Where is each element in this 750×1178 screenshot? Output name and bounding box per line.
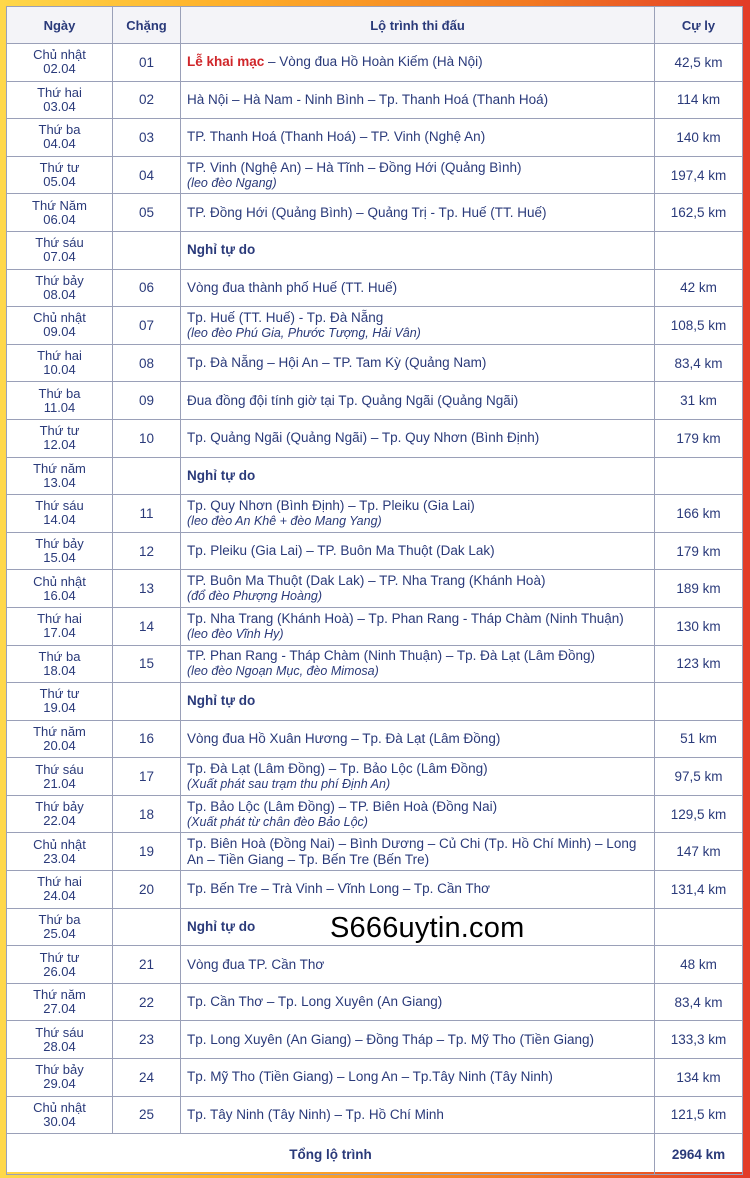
- weekday: Thứ ba: [38, 648, 81, 664]
- route-text: Tp. Tây Ninh (Tây Ninh) – Tp. Hồ Chí Minh: [187, 1106, 444, 1122]
- stage-row: [7, 983, 743, 1021]
- route-text: Tp. Quảng Ngãi (Quảng Ngãi) – Tp. Quy Nhơn (Bình Định): [187, 430, 540, 446]
- route-cell: [181, 532, 655, 570]
- rest-day-label: [181, 683, 655, 721]
- weekday: Thứ hai: [37, 874, 82, 890]
- date-cell: [7, 683, 113, 721]
- date-cell: [7, 1021, 113, 1059]
- header-distance: Cự ly: [655, 7, 743, 44]
- date-cell: [7, 1096, 113, 1134]
- stage-number: 15: [113, 645, 181, 683]
- distance-cell: 31 km: [655, 382, 743, 420]
- route-text: Tp. Huế (TT. Huế) - Tp. Đà Nẵng: [187, 309, 384, 325]
- date: 27.04: [43, 1001, 76, 1017]
- distance-cell: 97,5 km: [655, 758, 743, 796]
- date-cell: [7, 645, 113, 683]
- stage-row: [7, 1021, 743, 1059]
- distance-cell: 42 km: [655, 269, 743, 307]
- header-row: [7, 7, 743, 44]
- weekday: Chủ nhật: [33, 573, 86, 589]
- route-cell: [181, 1096, 655, 1134]
- date: 15.04: [43, 550, 76, 566]
- stage-number: 17: [113, 758, 181, 796]
- date-cell: [7, 607, 113, 645]
- route-cell: [181, 119, 655, 157]
- route-text: Nghỉ tự do: [187, 242, 256, 258]
- distance-cell: 197,4 km: [655, 156, 743, 194]
- route-note: (Xuất phát từ chân đèo Bảo Lộc): [187, 814, 368, 829]
- stage-number: 20: [113, 871, 181, 909]
- distance-cell: 134 km: [655, 1059, 743, 1097]
- stage-row: [7, 758, 743, 796]
- date: 23.04: [43, 850, 76, 866]
- stage-number: 04: [113, 156, 181, 194]
- route-cell: [181, 645, 655, 683]
- stage-row: [7, 570, 743, 608]
- date: 17.04: [43, 625, 76, 641]
- date: 19.04: [43, 700, 76, 716]
- distance-cell: 179 km: [655, 419, 743, 457]
- route-text: TP. Đồng Hới (Quảng Bình) – Quảng Trị - Tp. Huế (TT. Huế): [187, 204, 547, 220]
- route-text: TP. Vinh (Nghệ An) – Hà Tĩnh – Đồng Hới (Quảng Bình): [187, 159, 522, 175]
- stage-number: 19: [113, 833, 181, 871]
- rest-day-label: [181, 457, 655, 495]
- distance-cell: 83,4 km: [655, 983, 743, 1021]
- route-cell: [181, 1059, 655, 1097]
- route-cell: [181, 269, 655, 307]
- weekday: Thứ hai: [37, 348, 82, 364]
- route-text: Tp. Đà Lạt (Lâm Đồng) – Tp. Bảo Lộc (Lâm Đồng): [187, 761, 488, 777]
- route-text: Nghỉ tự do: [187, 693, 256, 709]
- route-text: Đua đồng đội tính giờ tại Tp. Quảng Ngãi (Quảng Ngãi): [187, 392, 519, 408]
- stage-row: [7, 720, 743, 758]
- date-cell: [7, 419, 113, 457]
- date: 16.04: [43, 587, 76, 603]
- distance-cell: 42,5 km: [655, 44, 743, 82]
- date-cell: [7, 1059, 113, 1097]
- route-text: Nghỉ tự do: [187, 918, 256, 934]
- stage-number: 07: [113, 307, 181, 345]
- date: 03.04: [43, 98, 76, 114]
- date: 10.04: [43, 362, 76, 378]
- route-text: Vòng đua TP. Cần Thơ: [187, 956, 325, 972]
- route-text: Tp. Biên Hoà (Đồng Nai) – Bình Dương – Củ Chi (Tp. Hồ Chí Minh) – Long An – Tiền Giang – Tp. Bến Tre (Bến Tre): [187, 835, 637, 867]
- distance-cell: 83,4 km: [655, 344, 743, 382]
- route-cell: [181, 156, 655, 194]
- date-cell: [7, 833, 113, 871]
- route-text: Tp. Mỹ Tho (Tiền Giang) – Long An – Tp.Tây Ninh (Tây Ninh): [187, 1069, 553, 1085]
- weekday: Thứ sáu: [35, 235, 84, 251]
- date: 13.04: [43, 474, 76, 490]
- route-text: Vòng đua thành phố Huế (TT. Huế): [187, 279, 398, 295]
- weekday: Thứ sáu: [35, 498, 84, 514]
- route-note: (leo đèo An Khê + đèo Mang Yang): [187, 513, 382, 528]
- race-schedule-table: [6, 6, 743, 1175]
- date-cell: [7, 795, 113, 833]
- date: 02.04: [43, 61, 76, 77]
- stage-row: [7, 871, 743, 909]
- stage-number: [113, 231, 181, 269]
- stage-row: [7, 344, 743, 382]
- stage-row: [7, 1096, 743, 1134]
- weekday: Chủ nhật: [33, 1099, 86, 1115]
- distance-cell: 130 km: [655, 607, 743, 645]
- distance-cell: 121,5 km: [655, 1096, 743, 1134]
- date-cell: [7, 156, 113, 194]
- stage-row: [7, 269, 743, 307]
- route-text: Tp. Quy Nhơn (Bình Định) – Tp. Pleiku (Gia Lai): [187, 497, 475, 513]
- date-cell: [7, 307, 113, 345]
- date: 07.04: [43, 249, 76, 265]
- stage-number: 06: [113, 269, 181, 307]
- distance-cell: 133,3 km: [655, 1021, 743, 1059]
- stage-number: [113, 683, 181, 721]
- route-text: TP. Thanh Hoá (Thanh Hoá) – TP. Vinh (Nghệ An): [187, 129, 486, 145]
- route-text: Tp. Nha Trang (Khánh Hoà) – Tp. Phan Rang - Tháp Chàm (Ninh Thuận): [187, 610, 624, 626]
- route-cell: [181, 833, 655, 871]
- stage-number: 08: [113, 344, 181, 382]
- route-cell: [181, 871, 655, 909]
- date-cell: [7, 269, 113, 307]
- date-cell: [7, 570, 113, 608]
- route-text: TP. Phan Rang - Tháp Chàm (Ninh Thuận) – Tp. Đà Lạt (Lâm Đồng): [187, 648, 595, 664]
- distance-cell: 189 km: [655, 570, 743, 608]
- stage-row: [7, 119, 743, 157]
- weekday: Thứ năm: [33, 460, 86, 476]
- date: 28.04: [43, 1038, 76, 1054]
- route-note: (leo đèo Vĩnh Hy): [187, 626, 284, 641]
- distance-cell: [655, 457, 743, 495]
- weekday: Thứ năm: [33, 723, 86, 739]
- route-note: (leo đèo Ngang): [187, 175, 277, 190]
- route-text: – Vòng đua Hồ Hoàn Kiếm (Hà Nội): [264, 54, 483, 70]
- route-cell: [181, 758, 655, 796]
- weekday: Thứ bảy: [35, 799, 84, 815]
- distance-cell: [655, 231, 743, 269]
- route-cell: [181, 570, 655, 608]
- distance-cell: 123 km: [655, 645, 743, 683]
- weekday: Thứ tư: [39, 949, 80, 965]
- date: 12.04: [43, 437, 76, 453]
- weekday: Thứ hai: [37, 84, 82, 100]
- date-cell: [7, 382, 113, 420]
- date: 04.04: [43, 136, 76, 152]
- route-cell: [181, 307, 655, 345]
- weekday: Chủ nhật: [33, 836, 86, 852]
- stage-number: 22: [113, 983, 181, 1021]
- date: 22.04: [43, 813, 76, 829]
- stage-row: [7, 946, 743, 984]
- rest-day-label: [181, 231, 655, 269]
- weekday: Thứ năm: [33, 987, 86, 1003]
- stage-number: 24: [113, 1059, 181, 1097]
- weekday: Thứ sáu: [35, 1024, 84, 1040]
- distance-cell: 108,5 km: [655, 307, 743, 345]
- stage-row: [7, 194, 743, 232]
- weekday: Thứ bảy: [35, 1062, 84, 1078]
- route-text: Nghỉ tự do: [187, 467, 256, 483]
- route-text: Tp. Pleiku (Gia Lai) – TP. Buôn Ma Thuột (Dak Lak): [187, 543, 495, 559]
- date: 06.04: [43, 211, 76, 227]
- schedule-sheet: [6, 6, 742, 1172]
- distance-cell: 48 km: [655, 946, 743, 984]
- route-text: Tp. Bến Tre – Trà Vinh – Vĩnh Long – Tp. Cần Thơ: [187, 881, 491, 897]
- distance-cell: 179 km: [655, 532, 743, 570]
- date: 24.04: [43, 888, 76, 904]
- total-value: 2964 km: [655, 1134, 743, 1175]
- distance-cell: 51 km: [655, 720, 743, 758]
- weekday: Chủ nhật: [33, 47, 86, 63]
- route-highlight: Lễ khai mạc: [187, 54, 265, 70]
- date: 29.04: [43, 1076, 76, 1092]
- date-cell: [7, 194, 113, 232]
- date-cell: [7, 495, 113, 533]
- distance-cell: 129,5 km: [655, 795, 743, 833]
- date-cell: [7, 758, 113, 796]
- stage-number: 09: [113, 382, 181, 420]
- route-cell: [181, 607, 655, 645]
- date: 30.04: [43, 1113, 76, 1129]
- stage-row: [7, 382, 743, 420]
- route-cell: [181, 44, 655, 82]
- date-cell: [7, 457, 113, 495]
- weekday: Thứ bảy: [35, 272, 84, 288]
- header-route: Lộ trình thi đấu: [181, 7, 655, 44]
- route-note: (leo đèo Phú Gia, Phước Tượng, Hải Vân): [187, 325, 421, 340]
- stage-number: 13: [113, 570, 181, 608]
- stage-row: [7, 532, 743, 570]
- date: 08.04: [43, 286, 76, 302]
- header-date: Ngày: [7, 7, 113, 44]
- route-cell: [181, 81, 655, 119]
- weekday: Thứ bảy: [35, 536, 84, 552]
- stage-number: 21: [113, 946, 181, 984]
- route-cell: [181, 344, 655, 382]
- stage-number: 18: [113, 795, 181, 833]
- route-text: Tp. Long Xuyên (An Giang) – Đồng Tháp – Tp. Mỹ Tho (Tiền Giang): [187, 1031, 594, 1047]
- date: 14.04: [43, 512, 76, 528]
- date: 18.04: [43, 662, 76, 678]
- route-text: TP. Buôn Ma Thuột (Dak Lak) – TP. Nha Trang (Khánh Hoà): [187, 573, 546, 589]
- weekday: Thứ hai: [37, 611, 82, 627]
- rest-day-row: [7, 231, 743, 269]
- date-cell: [7, 119, 113, 157]
- route-note: (Xuất phát sau trạm thu phí Định An): [187, 777, 391, 792]
- stage-row: [7, 495, 743, 533]
- stage-row: [7, 645, 743, 683]
- distance-cell: [655, 908, 743, 946]
- distance-cell: 131,4 km: [655, 871, 743, 909]
- route-cell: [181, 795, 655, 833]
- weekday: Thứ ba: [38, 385, 81, 401]
- distance-cell: 114 km: [655, 81, 743, 119]
- route-note: (đổ đèo Phượng Hoàng): [187, 589, 323, 604]
- distance-cell: [655, 683, 743, 721]
- weekday: Thứ Năm: [32, 197, 87, 213]
- route-cell: [181, 194, 655, 232]
- weekday: Thứ sáu: [35, 761, 84, 777]
- stage-number: 10: [113, 419, 181, 457]
- route-text: Tp. Bảo Lộc (Lâm Đồng) – TP. Biên Hoà (Đồng Nai): [187, 798, 498, 814]
- stage-row: [7, 833, 743, 871]
- route-text: Hà Nội – Hà Nam - Ninh Bình – Tp. Thanh Hoá (Thanh Hoá): [187, 91, 549, 107]
- stage-row: [7, 156, 743, 194]
- rest-day-row: [7, 683, 743, 721]
- date: 26.04: [43, 963, 76, 979]
- date-cell: [7, 344, 113, 382]
- weekday: Thứ ba: [38, 911, 81, 927]
- schedule-body: [7, 44, 743, 1134]
- date-cell: [7, 231, 113, 269]
- stage-row: [7, 419, 743, 457]
- date-cell: [7, 908, 113, 946]
- date-cell: [7, 946, 113, 984]
- route-cell: [181, 419, 655, 457]
- stage-number: 16: [113, 720, 181, 758]
- stage-row: [7, 795, 743, 833]
- distance-cell: 147 km: [655, 833, 743, 871]
- rest-day-row: [7, 457, 743, 495]
- weekday: Thứ tư: [39, 160, 80, 176]
- distance-cell: 162,5 km: [655, 194, 743, 232]
- total-row: [7, 1134, 743, 1175]
- date: 25.04: [43, 925, 76, 941]
- distance-cell: 166 km: [655, 495, 743, 533]
- date-cell: [7, 871, 113, 909]
- stage-number: 14: [113, 607, 181, 645]
- stage-number: [113, 457, 181, 495]
- stage-number: 03: [113, 119, 181, 157]
- total-label: Tổng lộ trình: [7, 1134, 655, 1175]
- weekday: Thứ tư: [39, 423, 80, 439]
- stage-number: 12: [113, 532, 181, 570]
- route-text: Tp. Cần Thơ – Tp. Long Xuyên (An Giang): [187, 994, 443, 1010]
- date: 21.04: [43, 775, 76, 791]
- stage-number: 23: [113, 1021, 181, 1059]
- date: 20.04: [43, 737, 76, 753]
- weekday: Chủ nhật: [33, 310, 86, 326]
- date: 05.04: [43, 174, 76, 190]
- route-cell: [181, 495, 655, 533]
- date-cell: [7, 720, 113, 758]
- weekday: Thứ ba: [38, 122, 81, 138]
- stage-number: 05: [113, 194, 181, 232]
- stage-row: [7, 307, 743, 345]
- route-text: Tp. Đà Nẵng – Hội An – TP. Tam Kỳ (Quảng Nam): [187, 355, 487, 371]
- route-cell: [181, 946, 655, 984]
- stage-number: 25: [113, 1096, 181, 1134]
- stage-number: 02: [113, 81, 181, 119]
- route-text: Vòng đua Hồ Xuân Hương – Tp. Đà Lạt (Lâm Đồng): [187, 730, 501, 746]
- stage-number: 01: [113, 44, 181, 82]
- stage-row: [7, 1059, 743, 1097]
- date: 11.04: [43, 399, 76, 415]
- route-cell: [181, 1021, 655, 1059]
- watermark-text: S666uytin.com: [330, 912, 525, 944]
- stage-row: [7, 607, 743, 645]
- weekday: Thứ tư: [39, 686, 80, 702]
- stage-number: 11: [113, 495, 181, 533]
- date-cell: [7, 983, 113, 1021]
- date-cell: [7, 81, 113, 119]
- date: 09.04: [43, 324, 76, 340]
- route-cell: [181, 720, 655, 758]
- date-cell: [7, 532, 113, 570]
- stage-row: [7, 81, 743, 119]
- stage-number: [113, 908, 181, 946]
- route-cell: [181, 983, 655, 1021]
- distance-cell: 140 km: [655, 119, 743, 157]
- stage-row: [7, 44, 743, 82]
- route-note: (leo đèo Ngoạn Mục, đèo Mimosa): [187, 664, 379, 679]
- date-cell: [7, 44, 113, 82]
- route-cell: [181, 382, 655, 420]
- header-stage: Chặng: [113, 7, 181, 44]
